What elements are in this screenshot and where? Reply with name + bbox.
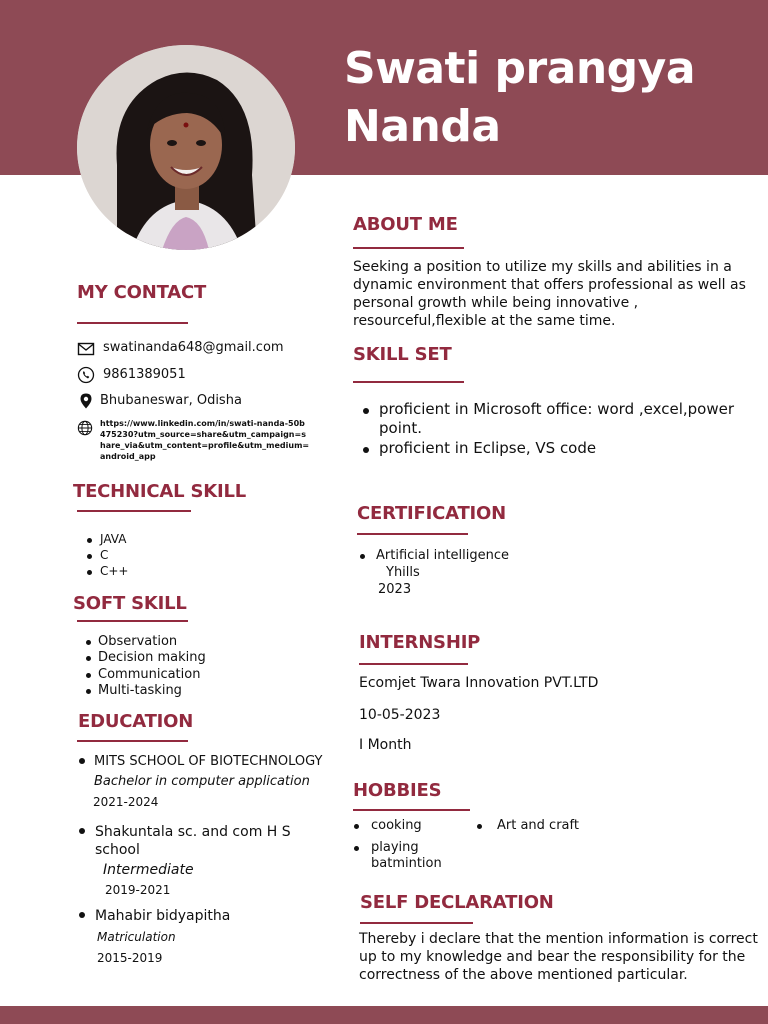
hobby-bullet xyxy=(477,824,482,829)
technical-skill-bullet xyxy=(87,554,92,559)
footer-band xyxy=(0,1006,768,1024)
certification-year: 2023 xyxy=(378,582,412,597)
certification-provider: Yhills xyxy=(386,565,420,580)
soft-skill-bullet xyxy=(86,640,91,645)
contact-phone[interactable]: 9861389051 xyxy=(103,367,186,382)
skillset-divider xyxy=(353,381,464,383)
name-line-2: Nanda xyxy=(344,101,501,152)
education-school: Mahabir bidyapitha xyxy=(95,908,231,924)
about-divider xyxy=(353,247,464,249)
envelope-icon xyxy=(77,340,95,358)
hobby-bullet xyxy=(354,846,359,851)
skillset-item: proficient in Eclipse, VS code xyxy=(379,439,597,457)
internship-company: Ecomjet Twara Innovation PVT.LTD xyxy=(359,675,599,691)
certification-bullet xyxy=(360,554,365,559)
hobby-item: cooking xyxy=(371,818,422,833)
hobby-item: playing batmintion xyxy=(371,840,442,871)
hobbies-divider xyxy=(353,809,470,811)
name-line-1: Swati prangya xyxy=(344,43,696,94)
education-degree: Matriculation xyxy=(97,930,176,944)
skillset-heading: SKILL SET xyxy=(353,344,452,365)
certification-divider xyxy=(357,533,468,535)
hobby-item: Art and craft xyxy=(497,818,579,833)
technical-skill-heading: TECHNICAL SKILL xyxy=(73,481,247,502)
soft-skill-bullet xyxy=(86,656,91,661)
hobbies-heading: HOBBIES xyxy=(353,780,442,801)
technical-skill-divider xyxy=(77,510,191,512)
soft-skill-bullet xyxy=(86,689,91,694)
contact-divider xyxy=(77,322,188,324)
about-heading: ABOUT ME xyxy=(353,214,458,235)
globe-icon xyxy=(77,420,93,436)
education-years: 2015-2019 xyxy=(97,951,163,965)
education-degree: Intermediate xyxy=(103,862,194,878)
internship-date: 10-05-2023 xyxy=(359,707,441,723)
education-years: 2019-2021 xyxy=(105,883,171,897)
contact-location: Bhubaneswar, Odisha xyxy=(100,393,242,408)
education-heading: EDUCATION xyxy=(78,711,194,732)
map-pin-icon xyxy=(77,392,95,410)
technical-skill-item: C xyxy=(100,548,109,562)
profile-photo xyxy=(77,45,295,250)
certification-title: Artificial intelligence xyxy=(376,548,510,563)
hobby-bullet xyxy=(354,824,359,829)
certification-heading: CERTIFICATION xyxy=(357,503,507,524)
soft-skill-item: Observation xyxy=(98,634,178,649)
education-bullet xyxy=(79,758,85,764)
about-text: Seeking a position to utilize my skills and abilities in a dynamic environment that offers professional as well as personal growth while being innovative , resourceful,flexible at the same time. xyxy=(353,259,746,329)
education-divider xyxy=(77,740,188,742)
portrait-illustration xyxy=(77,45,295,250)
education-bullet xyxy=(79,912,85,918)
technical-skill-bullet xyxy=(87,538,92,543)
education-school-line1: Shakuntala sc. and com H S xyxy=(95,824,291,840)
technical-skill-bullet xyxy=(87,570,92,575)
soft-skill-divider xyxy=(77,620,188,622)
soft-skill-bullet xyxy=(86,673,91,678)
soft-skill-item: Multi-tasking xyxy=(98,683,182,698)
skillset-bullet xyxy=(363,447,369,453)
contact-heading: MY CONTACT xyxy=(77,282,207,303)
education-school-line2: school xyxy=(95,842,140,858)
declaration-divider xyxy=(360,922,473,924)
contact-linkedin[interactable]: https://www.linkedin.com/in/swati-nanda-50b475230?utm_source=share&utm_campaign=share_via&utm_content=profile&utm_medium=android_app xyxy=(100,419,310,461)
internship-divider xyxy=(359,663,468,665)
soft-skill-item: Decision making xyxy=(98,650,206,665)
technical-skill-item: C++ xyxy=(100,564,129,578)
internship-heading: INTERNSHIP xyxy=(359,632,481,653)
technical-skill-item: JAVA xyxy=(100,532,127,546)
candidate-name xyxy=(344,40,764,156)
education-bullet xyxy=(79,828,85,834)
declaration-heading: SELF DECLARATION xyxy=(360,892,554,913)
education-degree: Bachelor in computer application xyxy=(94,774,310,789)
skillset-bullet xyxy=(363,408,369,414)
phone-icon xyxy=(77,366,95,384)
education-school: MITS SCHOOL OF BIOTECHNOLOGY xyxy=(94,754,323,769)
soft-skill-heading: SOFT SKILL xyxy=(73,593,187,614)
soft-skill-item: Communication xyxy=(98,667,201,682)
contact-email[interactable]: swatinanda648@gmail.com xyxy=(103,340,284,355)
skillset-item: proficient in Microsoft office: word ,excel,power point. xyxy=(379,400,734,437)
education-years: 2021-2024 xyxy=(93,795,159,809)
declaration-text: Thereby i declare that the mention information is correct up to my knowledge and bear the responsibility for the correctness of the above mentioned particular. xyxy=(359,931,758,983)
internship-duration: I Month xyxy=(359,737,412,753)
